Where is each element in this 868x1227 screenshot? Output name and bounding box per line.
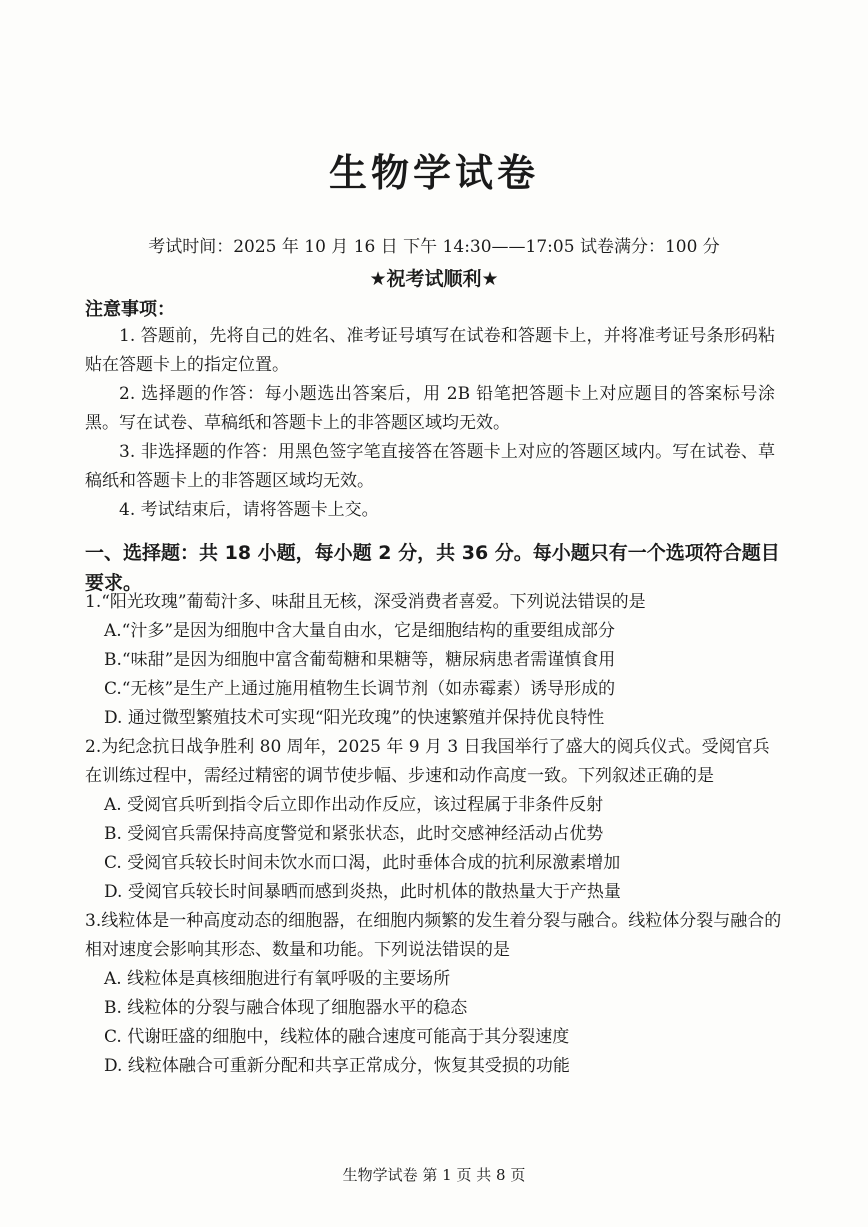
- question: [85, 907, 785, 1081]
- notice-item: 3. 非选择题的作答：用黑色签字笔直接答在答题卡上对应的答题区域内。写在试卷、草稿纸和答题卡上的非答题区域均无效。: [85, 442, 775, 491]
- option-b: B. 受阅官兵需保持高度警觉和紧张状态，此时交感神经活动占优势: [104, 824, 604, 844]
- option-d: D. 受阅官兵较长时间暴晒而感到炎热，此时机体的散热量大于产热量: [104, 882, 621, 902]
- question-stem: 1.“阳光玫瑰”葡萄汁多、味甜且无核，深受消费者喜爱。下列说法错误的是: [85, 592, 646, 612]
- notice-item: 1. 答题前，先将自己的姓名、准考证号填写在试卷和答题卡上，并将准考证号条形码粘贴在答题卡上的指定位置。: [85, 326, 775, 375]
- question-stem: 3.线粒体是一种高度动态的细胞器，在细胞内频繁的发生着分裂与融合。线粒体分裂与融合的相对速度会影响其形态、数量和功能。下列说法错误的是: [85, 911, 782, 960]
- question: [85, 733, 785, 907]
- option-d: D. 线粒体融合可重新分配和共享正常成分，恢复其受损的功能: [104, 1056, 570, 1076]
- notice-list: [85, 322, 775, 525]
- page-title: 生物学试卷: [328, 151, 539, 195]
- option-a: A. 线粒体是真核细胞进行有氧呼吸的主要场所: [104, 969, 451, 989]
- question-stem: 2.为纪念抗日战争胜利 80 周年，2025 年 9 月 3 日我国举行了盛大的阅兵仪式。受阅官兵在训练过程中，需经过精密的调节使步幅、步速和动作高度一致。下列叙述正确的是: [85, 737, 770, 786]
- exam-info: 考试时间：2025 年 10 月 16 日 下午 14:30——17:05 试卷满分：100 分: [148, 237, 720, 257]
- notice-item: 4. 考试结束后，请将答题卡上交。: [119, 500, 379, 520]
- notice-heading: 注意事项：: [85, 299, 175, 320]
- option-a: A. 受阅官兵听到指令后立即作出动作反应，该过程属于非条件反射: [104, 795, 604, 815]
- question: [85, 588, 785, 733]
- option-c: C. 受阅官兵较长时间未饮水而口渴，此时垂体合成的抗利尿激素增加: [104, 853, 621, 873]
- question-list: [85, 588, 785, 1081]
- good-luck-banner: ★祝考试顺利★: [369, 268, 499, 290]
- option-c: C. 代谢旺盛的细胞中，线粒体的融合速度可能高于其分裂速度: [104, 1027, 570, 1047]
- option-d: D. 通过微型繁殖技术可实现“阳光玫瑰”的快速繁殖并保持优良特性: [104, 708, 605, 728]
- option-b: B. 线粒体的分裂与融合体现了细胞器水平的稳态: [104, 998, 468, 1018]
- option-c: C.“无核”是生产上通过施用植物生长调节剂（如赤霉素）诱导形成的: [104, 679, 616, 699]
- notice-item: 2. 选择题的作答：每小题选出答案后，用 2B 铅笔把答题卡上对应题目的答案标号涂黑。写在试卷、草稿纸和答题卡上的非答题区域均无效。: [85, 384, 775, 433]
- section-heading: 一、选择题：共 18 小题，每小题 2 分，共 36 分。每小题只有一个选项符合题目要求。: [85, 542, 780, 594]
- option-b: B.“味甜”是因为细胞中富含葡萄糖和果糖等，糖尿病患者需谨慎食用: [104, 650, 616, 670]
- page-footer: 生物学试卷 第 1 页 共 8 页: [342, 1166, 526, 1184]
- option-a: A.“汁多”是因为细胞中含大量自由水，它是细胞结构的重要组成部分: [104, 621, 616, 641]
